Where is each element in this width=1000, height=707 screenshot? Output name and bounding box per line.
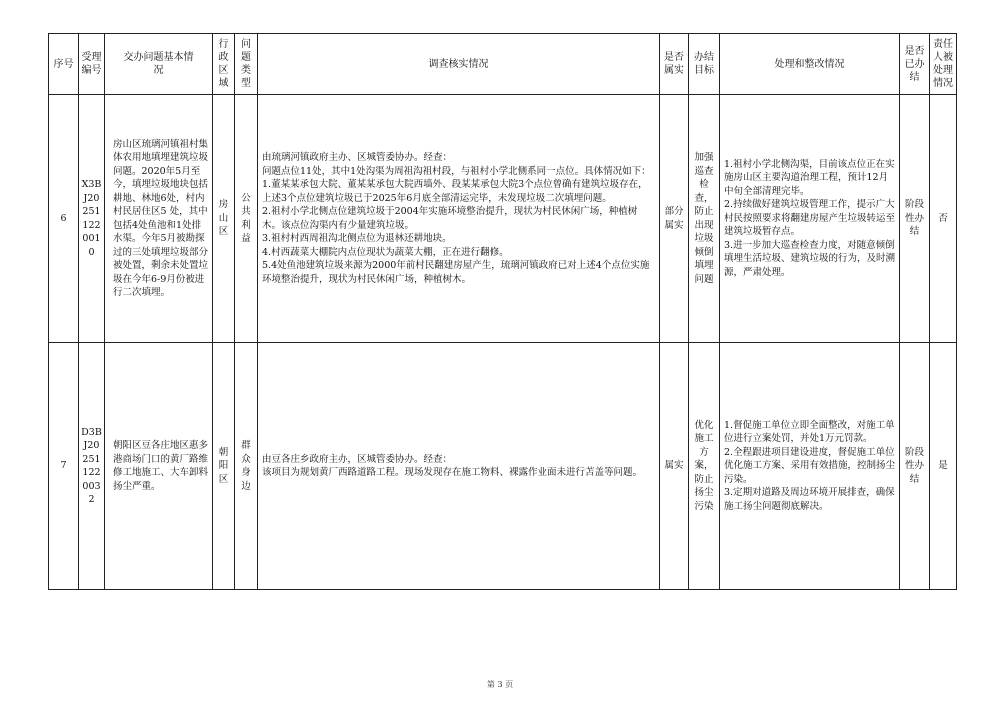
cell-seq: 7 <box>49 343 79 590</box>
cell-district: 朝阳区 <box>213 343 235 590</box>
cell-issue: 朝阳区豆各庄地区惠多港商场门口的黄厂路维修工地施工、大车卸料扬尘严重。 <box>105 343 213 590</box>
cell-verified: 部分属实 <box>660 95 689 343</box>
cell-handling <box>720 95 900 343</box>
page-number: 第 3 页 <box>486 680 514 689</box>
cell-accountability: 是 <box>930 343 957 590</box>
cell-issue: 房山区琉璃河镇祖村集体农用地填埋建筑垃圾问题。2020年5月至今，填埋垃圾地块包括耕地、林地6处，村内村民居住区5 处，其中包括4处鱼池和1处排水渠。今年5月被勘探过的三处填埋垃圾部分被处置，剩余未处置垃圾在今年6-9月份被进行二次填埋。 <box>105 95 213 343</box>
investigation-line: 问题点位11处，其中1处沟渠为周祖沟祖村段，与祖村小学北侧系同一点位。具体情况如下： <box>262 165 651 177</box>
header-issue: 交办问题基本情况 <box>105 34 213 95</box>
cell-seq: 6 <box>49 95 79 343</box>
handling-line: 3.进一步加大巡查检查力度，对随意倾倒填埋生活垃圾、建筑垃圾的行为，及时溯源，严肃处理。 <box>724 239 896 278</box>
cell-accept-no: D3BJ20251122 0032 <box>79 343 105 590</box>
investigation-line: 该项目为规划黄厂西路道路工程。现场发现存在施工物料、裸露作业面未进行苫盖等问题。 <box>262 467 643 478</box>
cell-done: 阶段性办结 <box>900 343 930 590</box>
header-investigation: 调查核实情况 <box>258 34 660 95</box>
cell-goal: 优化施工方案，防止扬尘污染 <box>689 343 720 590</box>
header-handling: 处理和整改情况 <box>720 34 900 95</box>
report-table <box>48 33 957 590</box>
investigation-line: 由豆各庄乡政府主办，区城管委协办。经查： <box>262 453 453 465</box>
investigation-line: 4.村西蔬菜大棚院内点位现状为蔬菜大棚，正在进行翻修。 <box>262 246 509 258</box>
cell-investigation <box>258 95 660 343</box>
handling-line: 1.督促施工单位立即全面整改，对施工单位进行立案处罚，并处1万元罚款。 <box>724 419 895 445</box>
header-verified: 是否属实 <box>660 34 689 95</box>
handling-line: 2.全程跟进项目建设进度，督促施工单位优化施工方案、采用有效措施，控制扬尘污染。 <box>724 446 896 485</box>
cell-goal: 加强巡查检查，防止出现垃圾倾倒填埋问题 <box>689 95 720 343</box>
cell-handling <box>720 343 900 590</box>
cell-verified: 属实 <box>660 343 689 590</box>
investigation-line: 5.4处鱼池建筑垃圾来源为2000年前村民翻建房屋产生，琉璃河镇政府已对上述4个点位实施环境整治提升，现状为村民休闲广场，种植树木。 <box>262 260 650 285</box>
cell-done: 阶段性办结 <box>900 95 930 343</box>
investigation-line: 1.董某某承包大院、董某某承包大院西墙外、段某某承包大院3个点位曾确有建筑垃圾存在，上述3个点位建筑垃圾已于2025年6月底全部清运完毕，未发现垃圾二次填埋问题。 <box>262 179 648 204</box>
cell-type: 公共利益 <box>235 95 258 343</box>
investigation-line: 由琉璃河镇政府主办、区城管委协办。经查： <box>262 152 453 163</box>
table-row <box>49 343 957 590</box>
handling-line: 2.持续做好建筑垃圾管理工作，提示广大村民按照要求将翻建房屋产生垃圾转运至建筑垃圾暂存点。 <box>724 199 896 238</box>
header-row <box>49 34 957 95</box>
handling-line: 3.定期对道路及周边环境开展排查，确保施工扬尘问题彻底解决。 <box>724 487 895 512</box>
header-district: 行政区域 <box>213 34 235 95</box>
header-accept-no: 受理编号 <box>79 34 105 95</box>
header-type: 问题类型 <box>235 34 258 95</box>
cell-accountability: 否 <box>930 95 957 343</box>
cell-district: 房山区 <box>213 95 235 343</box>
table-row <box>49 95 957 343</box>
header-seq: 序号 <box>49 34 79 95</box>
investigation-line: 3.祖村村西周祖沟北侧点位为退林还耕地块。 <box>262 233 452 244</box>
investigation-line: 2.祖村小学北侧点位建筑垃圾于2004年实施环境整治提升，现状为村民休闲广场，种植树木。该点位沟渠内有少量建筑垃圾。 <box>262 206 638 231</box>
header-accountability: 责任人被处理情况 <box>930 34 957 95</box>
handling-line: 1.祖村小学北侧沟渠，目前该点位正在实施房山区主要沟道治理工程，预计12月中旬全部清理完毕。 <box>724 158 895 197</box>
cell-accept-no: X3BJ20251122 0010 <box>79 95 105 343</box>
cell-investigation <box>258 343 660 590</box>
header-goal: 办结目标 <box>689 34 720 95</box>
cell-type: 群众身边 <box>235 343 258 590</box>
header-done: 是否已办结 <box>900 34 930 95</box>
